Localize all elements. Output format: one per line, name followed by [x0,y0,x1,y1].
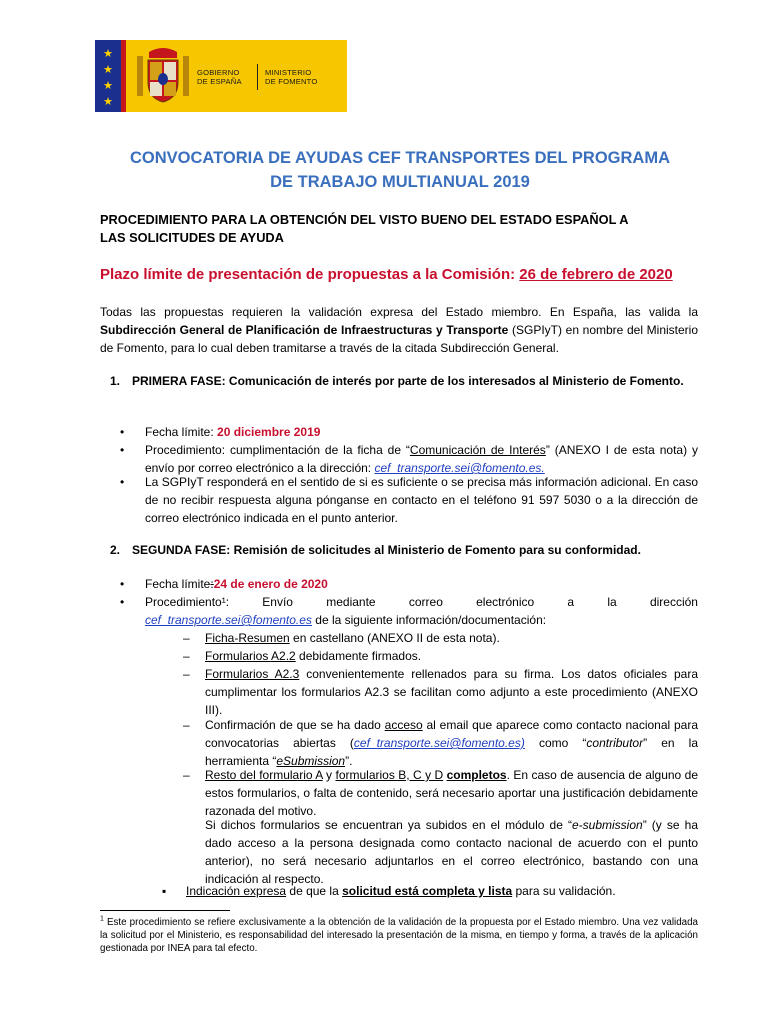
government-logo-banner [95,40,347,112]
doc-item-forms-note [205,816,698,888]
coat-of-arms-icon [135,46,191,104]
deadline-label: Plazo límite de presentación de propuestas a la Comisión: [100,266,520,283]
word: a [567,595,575,609]
logo-text-ministerio: MINISTERIO [265,68,312,77]
document-title [70,146,730,194]
doc-item-forms [205,766,698,820]
word: Envío [262,595,293,609]
form-link[interactable]: Comunicación de Interés [409,443,546,457]
access-link[interactable]: acceso [384,718,423,732]
footnote-separator [100,910,230,911]
text: Procedimiento: cumplimentación de la ficha de “ [145,443,410,457]
contributor-term: contributor [586,736,644,750]
dash-icon: – [183,631,190,645]
section-heading-text: PRIMERA FASE: Comunicación de interés por parte de los interesados al Ministerio de Fomento. [132,374,684,388]
indication-link[interactable]: Indicación expresa [186,884,287,898]
s2-bullet-deadline [145,575,698,593]
subtitle-line-2: LAS SOLICITUDES DE AYUDA [100,230,284,245]
document-subtitle [100,211,710,247]
star-icon: ★ [103,95,113,108]
s1-bullet-deadline [145,423,698,441]
dash-icon: – [183,667,190,681]
bullet-icon: • [120,425,125,439]
email-link[interactable]: cef_transporte.sei@fomento.es) [353,736,525,750]
doc-item-ficha [205,629,698,647]
section-number: 2. [110,543,121,557]
s1-bullet-procedure [145,441,698,477]
form-link[interactable]: Ficha-Resumen [205,631,290,645]
s2-bullet-procedure-line2 [145,611,698,629]
completeness-item [186,882,698,900]
intro-bold-agency: Subdirección General de Planificación de Infraestructuras y Transporte [100,323,509,337]
dash-icon: – [183,718,190,732]
text: para su validación. [512,884,616,898]
form-link[interactable]: Formularios A2.3 [205,667,300,681]
form-link[interactable]: Resto del formulario A [205,768,323,782]
text: de que la [286,884,343,898]
eu-flag-strip [95,40,121,112]
title-line-1: CONVOCATORIA DE AYUDAS CEF TRANSPORTES DEL PROGRAMA [130,149,670,167]
footnote-mark: 1 [100,915,104,923]
square-bullet-icon: ▪ [162,884,167,898]
esubmission-term: e-submission [571,818,643,832]
bullet-icon: • [120,595,125,609]
deadline-date: 24 de enero de 2020 [213,577,328,591]
bullet-label: Fecha límite [145,577,211,591]
text: convenientemente rellenados para su firma. Los datos oficiales para cumplimentar los formularios A2.3 se facilitan como adjunto a este procedimiento (ANEXO III). [205,667,698,717]
star-icon: ★ [103,63,113,76]
email-link[interactable]: cef_transporte.sei@fomento.es. [374,461,545,475]
text: ” en la herramienta “ [205,736,698,768]
bullet-label: Fecha límite: [145,425,218,439]
email-link[interactable]: cef_transporte.sei@fomento.es [145,613,312,627]
bullet-icon: • [120,475,125,489]
text: y [322,768,336,782]
text: ”. [345,754,353,768]
esubmission-link[interactable]: eSubmission [276,754,346,768]
text: ” (y se ha dado acceso a la persona designada como contacto nacional de acuerdo con el punto anterior), no será necesario adjuntarlos en el correo electrónico, bastando con una indicación al respecto. [205,818,699,886]
submission-deadline [100,265,720,285]
deadline-date: 20 diciembre 2019 [217,425,321,439]
bullet-icon: • [120,443,125,457]
word: Procedimiento¹: [145,595,230,609]
star-icon: ★ [103,79,113,92]
footnote-text: Este procedimiento se refiere exclusivamente a la obtención de la validación de la propuesta por el Estado miembro. Una vez validada la solicitud por el Ministerio, es responsabilidad del interesado la presentación de la misma, en tiempo y forma, a través de la aplicación gestionada por INEA para tal efecto. [100,917,698,954]
star-icon: ★ [103,47,113,60]
bold-term: completos [446,768,507,782]
word: correo [408,595,443,609]
deadline-date: 26 de febrero de 2020 [519,266,673,283]
text: . En caso de ausencia de alguno de estos formularios, o falta de contenido, será necesario aportar una justificación debidamente razonada del motivo. [205,768,698,818]
word: mediante [326,595,376,609]
text: ” (ANEXO I de esta nota) y envío por correo electrónico a la dirección: [145,443,698,475]
logo-text-espana: DE ESPAÑA [197,77,242,86]
text: Si dichos formularios se encuentran ya subidos en el módulo de “ [205,818,572,832]
title-line-2: DE TRABAJO MULTIANUAL 2019 [270,173,530,191]
section-heading-text: SEGUNDA FASE: Remisión de solicitudes al Ministerio de Fomento para su conformidad. [132,543,641,557]
logo-text-fomento: DE FOMENTO [265,77,318,86]
red-stripe [121,40,126,112]
text: como “ [524,736,587,750]
text: de la siguiente información/documentación: [311,613,547,627]
text: Confirmación de que se ha dado [205,718,385,732]
text: debidamente firmados. [295,649,422,663]
intro-paragraph [100,303,698,357]
form-link[interactable]: Formularios A2.2 [205,649,296,663]
logo-text-gobierno: GOBIERNO [197,68,240,77]
word: electrónico [476,595,535,609]
word: dirección [649,595,698,609]
doc-item-access [205,716,698,770]
bold-term: solicitud está completa y lista [342,884,513,898]
doc-item-a22 [205,647,698,665]
form-link[interactable]: formularios B, C y D [335,768,444,782]
bullet-icon: • [120,577,125,591]
word: la [607,595,617,609]
s2-bullet-procedure-line1 [145,593,698,611]
dash-icon: – [183,768,190,782]
section-number: 1. [110,374,121,388]
struck-colon: : [210,577,214,591]
text: en castellano (ANEXO II de esta nota). [289,631,500,645]
s1-bullet-response: La SGPIyT responderá en el sentido de si es suficiente o se precisa más información adicional. En caso de no recibir respuesta alguna pónganse en contacto en el teléfono 91 597 5030 o a la dirección de correo electrónico indicada en el punto anterior. [145,475,698,525]
text: al email que aparece como contacto nacional para convocatorias abiertas ( [205,718,698,750]
doc-item-a23 [205,665,698,719]
intro-text: Todas las propuestas requieren la validación expresa del Estado miembro. En España, las valida la [100,305,698,319]
intro-text-end: (SGPIyT) en nombre del Ministerio de Fomento, para lo cual deben tramitarse a través de la citada Subdirección General. [100,323,699,355]
logo-divider [257,64,258,90]
dash-icon: – [183,649,190,663]
footnote [100,916,698,955]
subtitle-line-1: PROCEDIMIENTO PARA LA OBTENCIÓN DEL VISTO BUENO DEL ESTADO ESPAÑOL A [100,212,629,227]
